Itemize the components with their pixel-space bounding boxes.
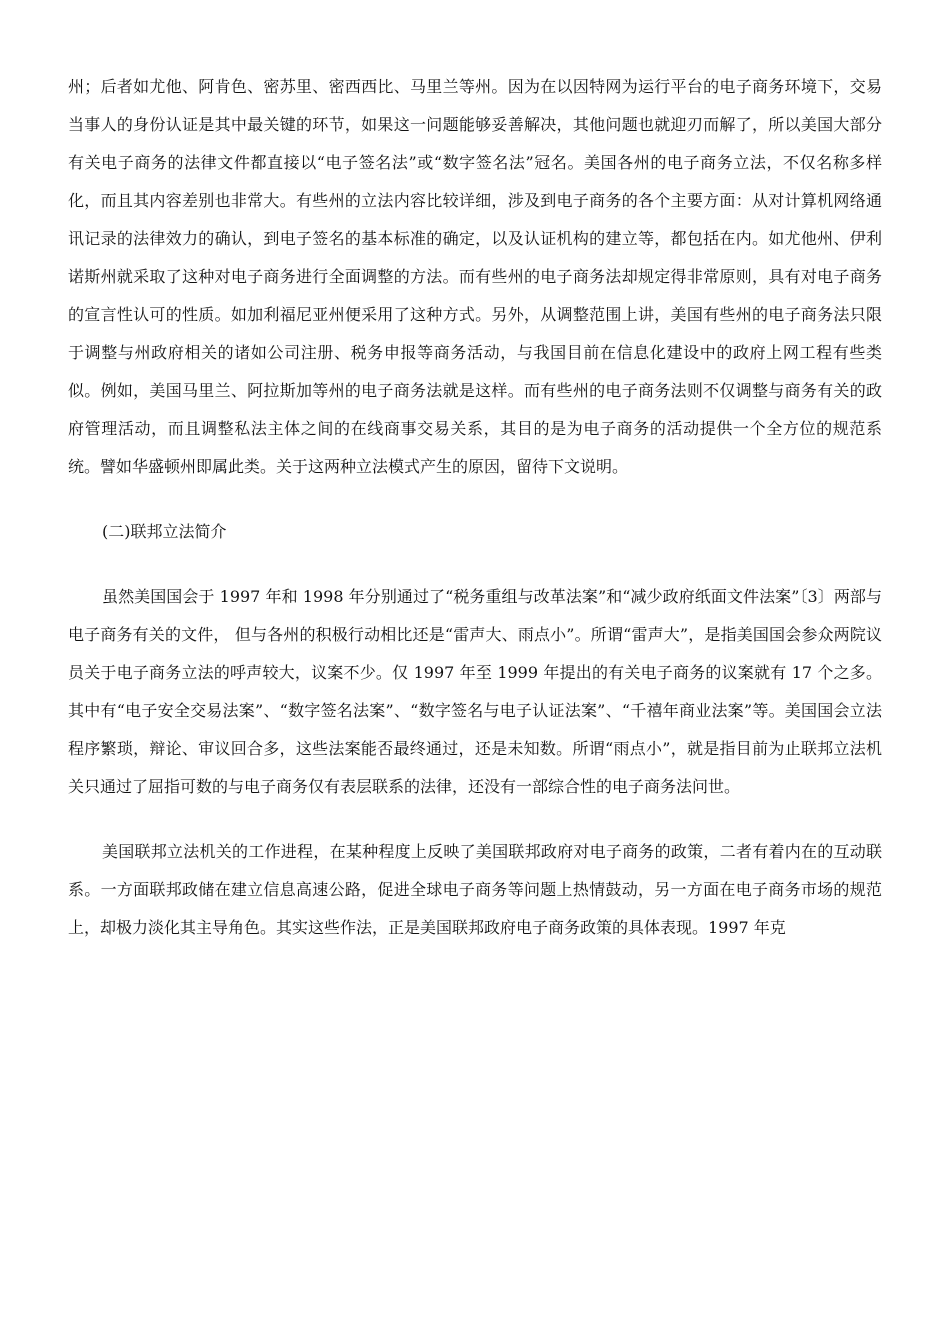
body-paragraph: 美国联邦立法机关的工作进程，在某种程度上反映了美国联邦政府对电子商务的政策，二者有着内在的互动联系。一方面联邦政储在建立信息高速公路，促进全球电子商务等问题上热情鼓动，另一方面在电子商务市场的规范上，却极力淡化其主导角色。其实这些作法，正是美国联邦政府电子商务政策的具体表现。1997 年克 [68, 842, 882, 937]
section-heading: (二)联邦立法简介 [102, 522, 227, 541]
body-paragraph: 虽然美国国会于 1997 年和 1998 年分别通过了“税务重组与改革法案”和“减少政府纸面文件法案”〔3〕两部与电子商务有关的文件， 但与各州的积极行动相比还是“雷声大、雨点小”。所谓“雷声大”，是指美国国会参众两院议员关于电子商务立法的呼声较大，议案不少。仅 1997 年至 1999 年提出的有关电子商务的议案就有 17 个之多。其中有“电子安全交易法案”、“数字签名法案”、“数字签名与电子认证法案”、“千禧年商业法案”等。美国国会立法程序繁琐，辩论、审议回合多，这些法案能否最终通过，还是未知数。所谓“雨点小”，就是指目前为止联邦立法机关只通过了屈指可数的与电子商务仅有表层联系的法律，还没有一部综合性的电子商务法问世。 [68, 587, 882, 796]
body-paragraph: 州；后者如尤他、阿肯色、密苏里、密西西比、马里兰等州。因为在以因特网为运行平台的电子商务环境下，交易当事人的身份认证是其中最关键的环节，如果这一问题能够妥善解决，其他问题也就迎刃而解了，所以美国大部分有关电子商务的法律文件都直接以“电子签名法”或“数字签名法”冠名。美国各州的电子商务立法，不仅名称多样化，而且其内容差别也非常大。有些州的立法内容比较详细，涉及到电子商务的各个主要方面：从对计算机网络通讯记录的法律效力的确认，到电子签名的基本标准的确定，以及认证机构的建立等，都包括在内。如尤他州、伊利诺斯州就采取了这种对电子商务进行全面调整的方法。而有些州的电子商务法却规定得非常原则，具有对电子商务的宣言性认可的性质。如加利福尼亚州便采用了这种方式。另外，从调整范围上讲，美国有些州的电子商务法只限于调整与州政府相关的诸如公司注册、税务申报等商务活动，与我国目前在信息化建设中的政府上网工程有些类似。例如，美国马里兰、阿拉斯加等州的电子商务法就是这样。而有些州的电子商务法则不仅调整与商务有关的政府管理活动，而且调整私法主体之间的在线商事交易关系，其目的是为电子商务的活动提供一个全方位的规范系统。譬如华盛顿州即属此类。关于这两种立法模式产生的原因，留待下文说明。 [68, 77, 882, 476]
